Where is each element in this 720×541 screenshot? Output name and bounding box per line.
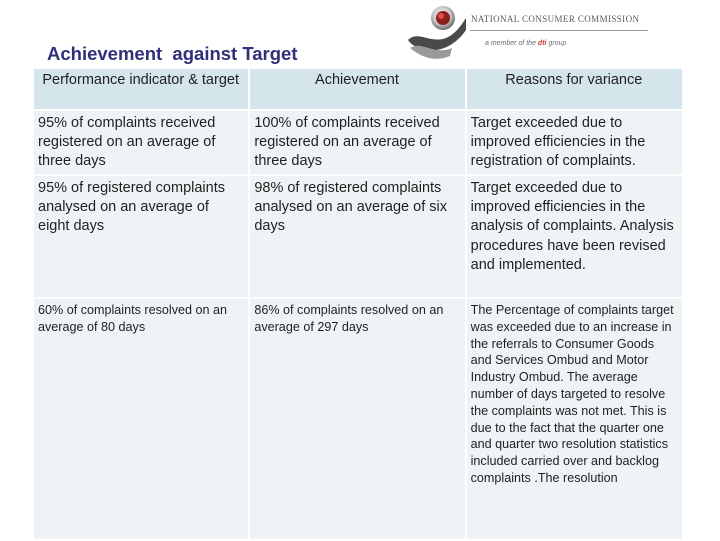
dti-brand-label: dti xyxy=(537,40,547,47)
organisation-name: NATIONAL CONSUMER COMMISSION xyxy=(471,14,640,24)
reason-cell: Target exceeded due to improved efficiencies in the analysis of complaints. Analysis procedures have been revised and implemented. xyxy=(467,176,682,297)
indicator-cell: 95% of complaints received registered on an average of three days xyxy=(34,111,248,174)
table-row xyxy=(34,111,682,174)
slide-title: Achievement against Target xyxy=(47,43,298,64)
achievement-cell: 98% of registered complaints analysed on an average of six days xyxy=(250,176,464,297)
indicator-cell: 95% of registered complaints analysed on an average of eight days xyxy=(34,176,248,297)
reason-cell: The Percentage of complaints target was exceeded due to an increase in the referrals to Consumer Goods and Services Ombud and Motor Industry Ombud. The average number of days targeted to resolve the complaints was not met. This is due to the fact that the quarter one and quarter two resolution statistics included carried over and backlog complaints .The resolution xyxy=(467,299,682,539)
column-header-reasons: Reasons for variance xyxy=(467,69,682,109)
achievement-table xyxy=(32,67,684,541)
table-header-row xyxy=(34,69,682,109)
swirl-logo-icon xyxy=(400,0,470,64)
organisation-logo xyxy=(400,0,720,64)
slide-header xyxy=(0,0,720,64)
achievement-cell: 86% of complaints resolved on an average of 297 days xyxy=(250,299,464,539)
indicator-cell: 60% of complaints resolved on an average of 80 days xyxy=(34,299,248,539)
reason-cell: Target exceeded due to improved efficiencies in the registration of complaints. xyxy=(467,111,682,174)
table-row xyxy=(34,299,682,539)
logo-divider xyxy=(470,30,648,31)
organisation-tagline: a member of the dti group xyxy=(485,40,567,47)
table-row xyxy=(34,176,682,297)
column-header-indicator: Performance indicator & target xyxy=(34,69,248,109)
column-header-achievement: Achievement xyxy=(250,69,464,109)
achievement-cell: 100% of complaints received registered on an average of three days xyxy=(250,111,464,174)
